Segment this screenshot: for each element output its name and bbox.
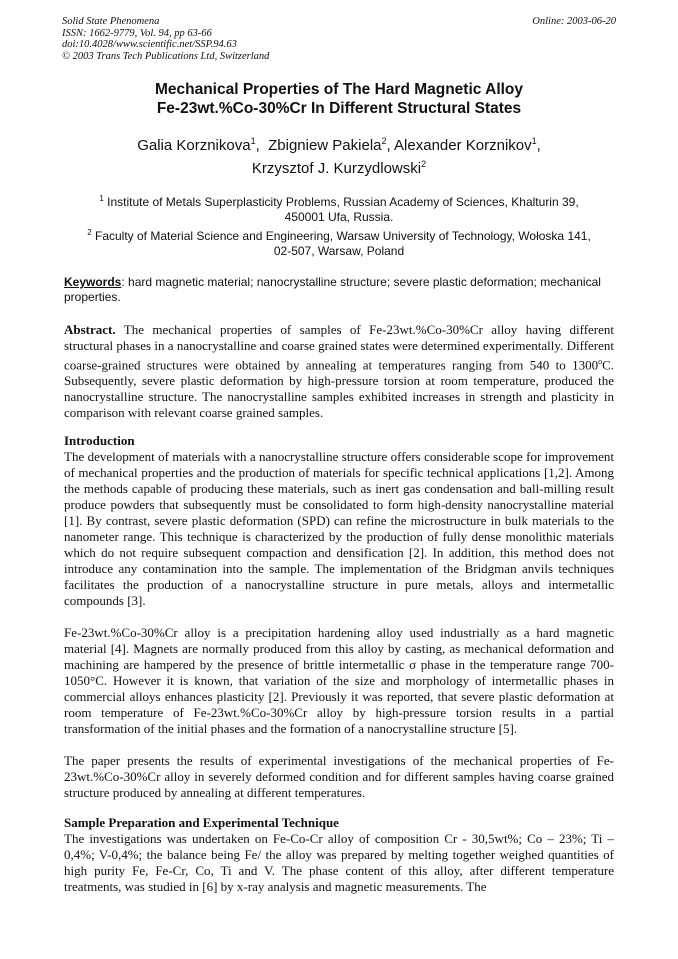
author-list: Galia Korznikova$^1$, Zbigniew Pakiela$^2$, Alexander Korznikov$^1$, Krzysztof J. Kurzydlowski$^2$: [137, 136, 541, 177]
journal-header: [64, 16, 614, 62]
abstract-label: Abstract.: [64, 322, 116, 337]
author-name: Galia Korznikova: [137, 137, 251, 154]
author-affiliation-mark: 1: [250, 136, 256, 146]
intro-paragraph-2: Fe-23wt.%Co-30%Cr alloy is a precipitation hardening alloy used industrially as a hard magnetic material [4]. Magnets are normally produced from this alloy by casting, as mechanical deformation and machining are hampered by the presence of brittle intermetallic σ phase in the temperature range 700-1050°C. However it is known, that variation of the size and morphology of intermetallic phases in commercial alloys enhances plasticity [2]. Previously it was reported, that severe plastic deformation at room temperature of Fe-23wt.%Co-30%Cr alloy by high-pressure torsion results in a partial transformation of the initial phases and the formation of a nanocrystalline structure [5].: [64, 625, 614, 737]
author-affiliation-mark: 2: [421, 159, 427, 169]
author-name: Krzysztof J. Kurzydlowski: [251, 160, 422, 177]
section-heading-introduction: Introduction: [64, 433, 135, 449]
title-line-2: Fe-23wt.%Co-30%Cr In Different Structural States: [156, 100, 522, 117]
author-name: Zbigniew Pakiela: [268, 137, 382, 154]
author-affiliation-mark: 1: [531, 136, 537, 146]
affiliations: [64, 191, 614, 259]
author-affiliation-mark: 2: [381, 136, 387, 146]
intro-paragraph-3: The paper presents the results of experimental investigations of the mechanical properties of Fe-23wt.%Co-30%Cr alloy in severely deformed condition and for different samples having coarse grained structure produced by annealing at different temperatures.: [64, 753, 614, 801]
journal-name: Solid State Phenomena: [62, 16, 160, 27]
keywords: [64, 275, 614, 305]
keywords-label: Keywords: [64, 275, 122, 289]
author-name: Alexander Korznikov: [394, 137, 532, 154]
title-line-1: Mechanical Properties of The Hard Magnetic Alloy: [154, 81, 524, 98]
affiliation-1: $^1$ Institute of Metals Superplasticity Problems, Russian Academy of Sciences, Khalturin 39, 450001 Ufa, Russia.: [99, 194, 579, 224]
journal-info: [62, 16, 614, 62]
journal-issn: ISSN: 1662-9779, Vol. 94, pp 63-66: [62, 27, 212, 39]
journal-copyright: © 2003 Trans Tech Publications Ltd, Switzerland: [62, 50, 270, 62]
abstract: Abstract. The mechanical properties of samples of Fe-23wt.%Co-30%Cr alloy having different structural phases in a nanocrystalline and coarse grained states were determined experimentally. Different coarse-grained structures were obtained by annealing at temperatures ranging from 540 to 1300$^o$C. Subsequently, severe plastic deformation by high-pressure torsion at room temperature, produced the nanocrystalline structure. The nanocrystalline samples exhibited increases in strength and plasticity in comparison with relevant coarse grained samples.: [64, 322, 614, 421]
intro-paragraph-1: The development of materials with a nanocrystalline structure offers considerable scope for improvement of mechanical properties and the production of materials for specific technical applications [1,2]. Among the methods capable of producing these materials, such as inert gas condensation and ball-milling result produce powders that subsequently must be consolidated to form high-density nanocrystalline material [1]. By contrast, severe plastic deformation (SPD) can refine the microstructure in bulk materials to the nanometer range. This technique is characterized by the production of fully dense monolithic materials which do not require subsequent compaction and densification [2]. In addition, this method does not introduce any contamination into the sample. The implementation of the Bridgman anvils techniques facilitates the production of a nanocrystalline structure in pure metals, alloys and intermetallic compounds [3].: [64, 449, 614, 609]
section-heading-sample-preparation: Sample Preparation and Experimental Technique: [64, 815, 339, 831]
online-date: Online: 2003-06-20: [532, 16, 616, 27]
sample-prep-paragraph-1: The investigations was undertaken on Fe-Co-Cr alloy of composition Cr - 30,5wt%; Co – 23%; Ti – 0,4%; V-0,4%; the balance being Fe/ the alloy was prepared by melting together weighed quantities of high purity Fe, Fe-Cr, Co, Ti and V. The phase content of this alloy, after different temperature treatments, was studied in [6] by x-ray analysis and magnetic measurements. The: [64, 831, 614, 895]
paper-title: [64, 80, 614, 118]
affiliation-2: $^2$ Faculty of Material Science and Engineering, Warsaw University of Technology, Wołoska 141, 02-507, Warsaw, Poland: [87, 228, 591, 258]
journal-doi[interactable]: doi:10.4028/www.scientific.net/SSP.94.63: [62, 39, 237, 50]
keywords-text: : hard magnetic material; nanocrystalline structure; severe plastic deformation; mechanical properties.: [64, 275, 601, 304]
